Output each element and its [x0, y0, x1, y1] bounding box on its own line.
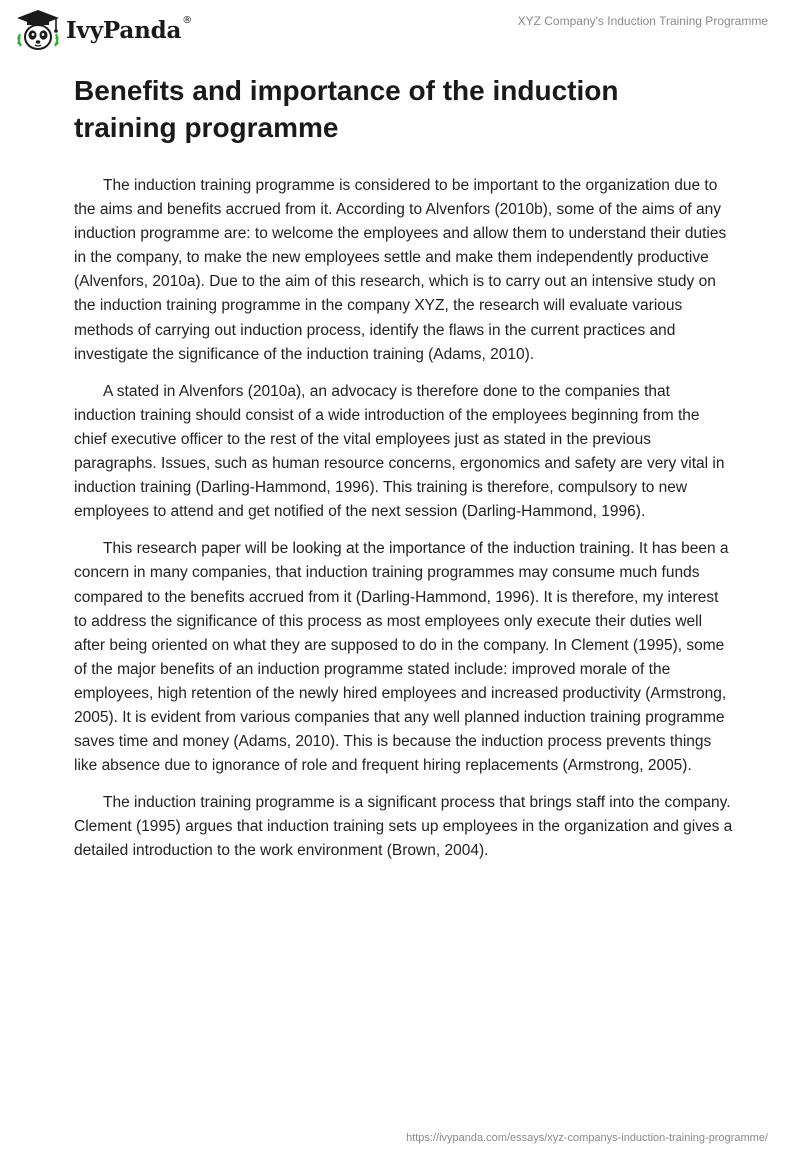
document-title: XYZ Company's Induction Training Programme: [517, 14, 768, 28]
paragraph: The induction training programme is a significant process that brings staff into the company. Clement (1995) argues that induction training sets up employees in the organization and gives a detailed introduction to the work environment (Brown, 2004).: [74, 794, 733, 860]
paragraph: A stated in Alvenfors (2010a), an advocacy is therefore done to the companies that induction training should consist of a wide introduction of the employees beginning from the chief executive officer to the rest of the vital employees just as stated in the previous paragraphs. Issues, such as human resource concerns, ergonomics and safety are very vital in induction training (Darling-Hammond, 1996). This training is therefore, compulsory to new employees to attend and get notified of the next session (Darling-Hammond, 1996).: [74, 382, 725, 521]
article-body: [74, 174, 734, 877]
page-header: [0, 0, 800, 64]
ivypanda-logo[interactable]: [14, 8, 192, 52]
paragraph: The induction training programme is considered to be important to the organization due to the aims and benefits accrued from it. According to Alvenfors (2010b), some of the aims of any induction programme are: to welcome the employees and allow them to understand their duties in the company, to make the new employees settle and make them independently productive (Alvenfors, 2010a). Due to the aim of this research, which is to carry out an intensive study on the induction training programme in the company XYZ, the research will evaluate various methods of carrying out induction process, identify the flaws in the current practices and investigate the significance of the induction training (Adams, 2010).: [74, 177, 727, 363]
panda-graduation-cap-icon: [14, 8, 62, 52]
paragraph: This research paper will be looking at the importance of the induction training. It has been a concern in many companies, that induction training programmes may consume much funds compared to the benefits accrued from it (Darling-Hammond, 1996). It is therefore, my interest to address the significance of this process as most employees only execute their duties well after being oriented on what they are supposed to do in the company. In Clement (1995), some of the major benefits of an induction programme stated include: improved morale of the employees, high retention of the newly hired employees and increased productivity (Armstrong, 2005). It is evident from various companies that any well planned induction training programme saves time and money (Adams, 2010). This is because the induction process prevents things like absence due to ignorance of role and frequent hiring replacements (Armstrong, 2005).: [74, 540, 729, 775]
registered-mark: ®: [182, 14, 192, 26]
section-heading: Benefits and importance of the induction training programme: [74, 75, 619, 143]
logo-wordmark: IvyPanda®: [66, 14, 192, 44]
source-url[interactable]: https://ivypanda.com/essays/xyz-companys-induction-training-programme/: [406, 1132, 768, 1144]
